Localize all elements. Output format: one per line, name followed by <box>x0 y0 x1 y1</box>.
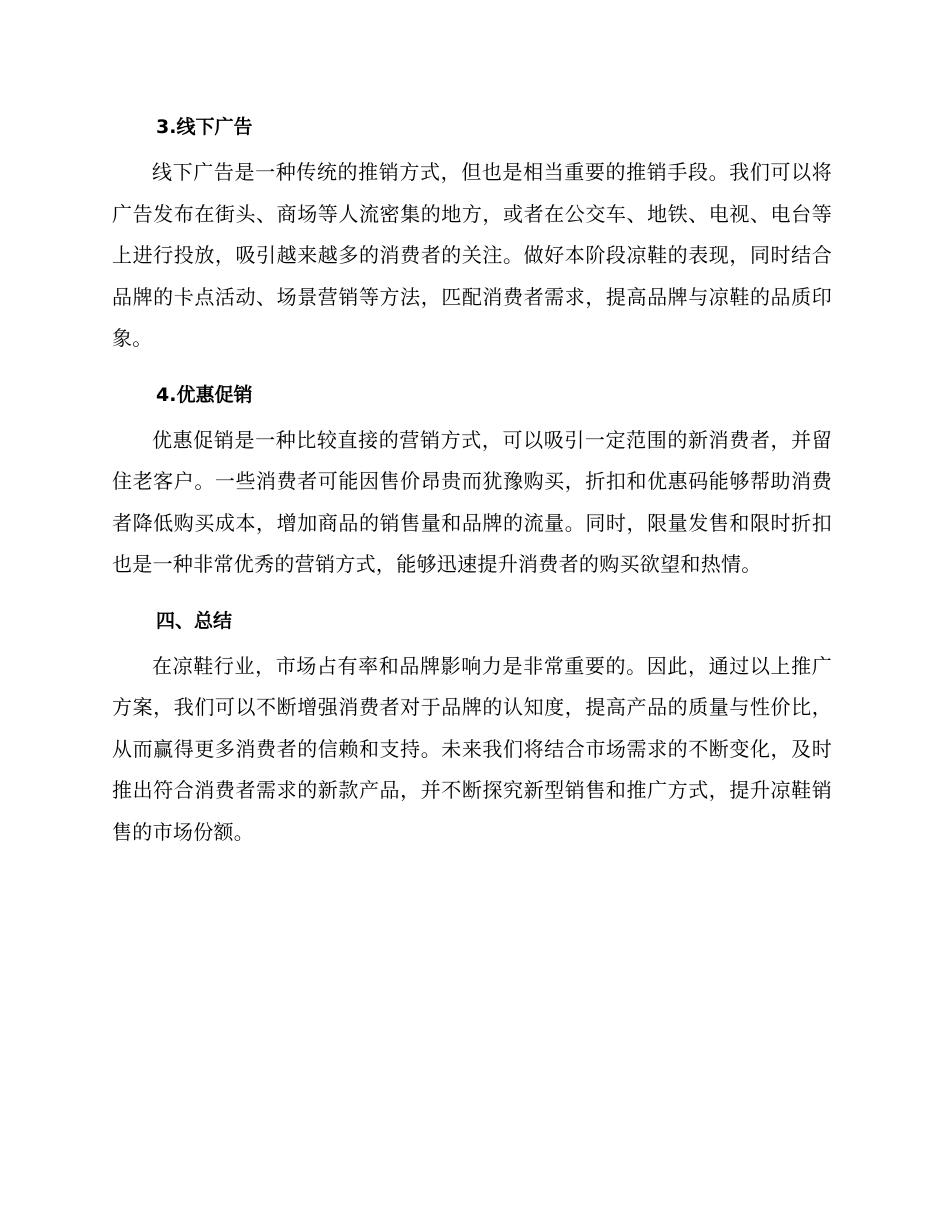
section-offline-ads <box>112 106 832 360</box>
section-heading: 四、总结 <box>156 609 233 632</box>
document-page <box>112 106 832 867</box>
section-paragraph: 优惠促销是一种比较直接的营销方式，可以吸引一定范围的新消费者，并留住老客户。一些消费者可能因售价昂贵而犹豫购买，折扣和优惠码能够帮助消费者降低购买成本，增加商品的销售量和品牌的流量。同时，限量发售和限时折扣也是一种非常优秀的营销方式，能够迅速提升消费者的购买欲望和热情。 <box>112 427 832 576</box>
section-heading: 3.线下广告 <box>156 116 253 138</box>
section-summary <box>112 600 832 854</box>
section-promotions <box>112 374 832 586</box>
section-heading: 4.优惠促销 <box>156 383 253 406</box>
section-paragraph: 在凉鞋行业，市场占有率和品牌影响力是非常重要的。因此，通过以上推广方案，我们可以不断增强消费者对于品牌的认知度，提高产品的质量与性价比，从而赢得更多消费者的信赖和支持。未来我们将结合市场需求的不断变化，及时推出符合消费者需求的新款产品，并不断探究新型销售和推广方式，提升凉鞋销售的市场份额。 <box>112 653 832 844</box>
section-paragraph: 线下广告是一种传统的推销方式，但也是相当重要的推销手段。我们可以将广告发布在街头、商场等人流密集的地方，或者在公交车、地铁、电视、电台等上进行投放，吸引越来越多的消费者的关注。做好本阶段凉鞋的表现，同时结合品牌的卡点活动、场景营销等方法，匹配消费者需求，提高品牌与凉鞋的品质印象。 <box>112 160 832 350</box>
